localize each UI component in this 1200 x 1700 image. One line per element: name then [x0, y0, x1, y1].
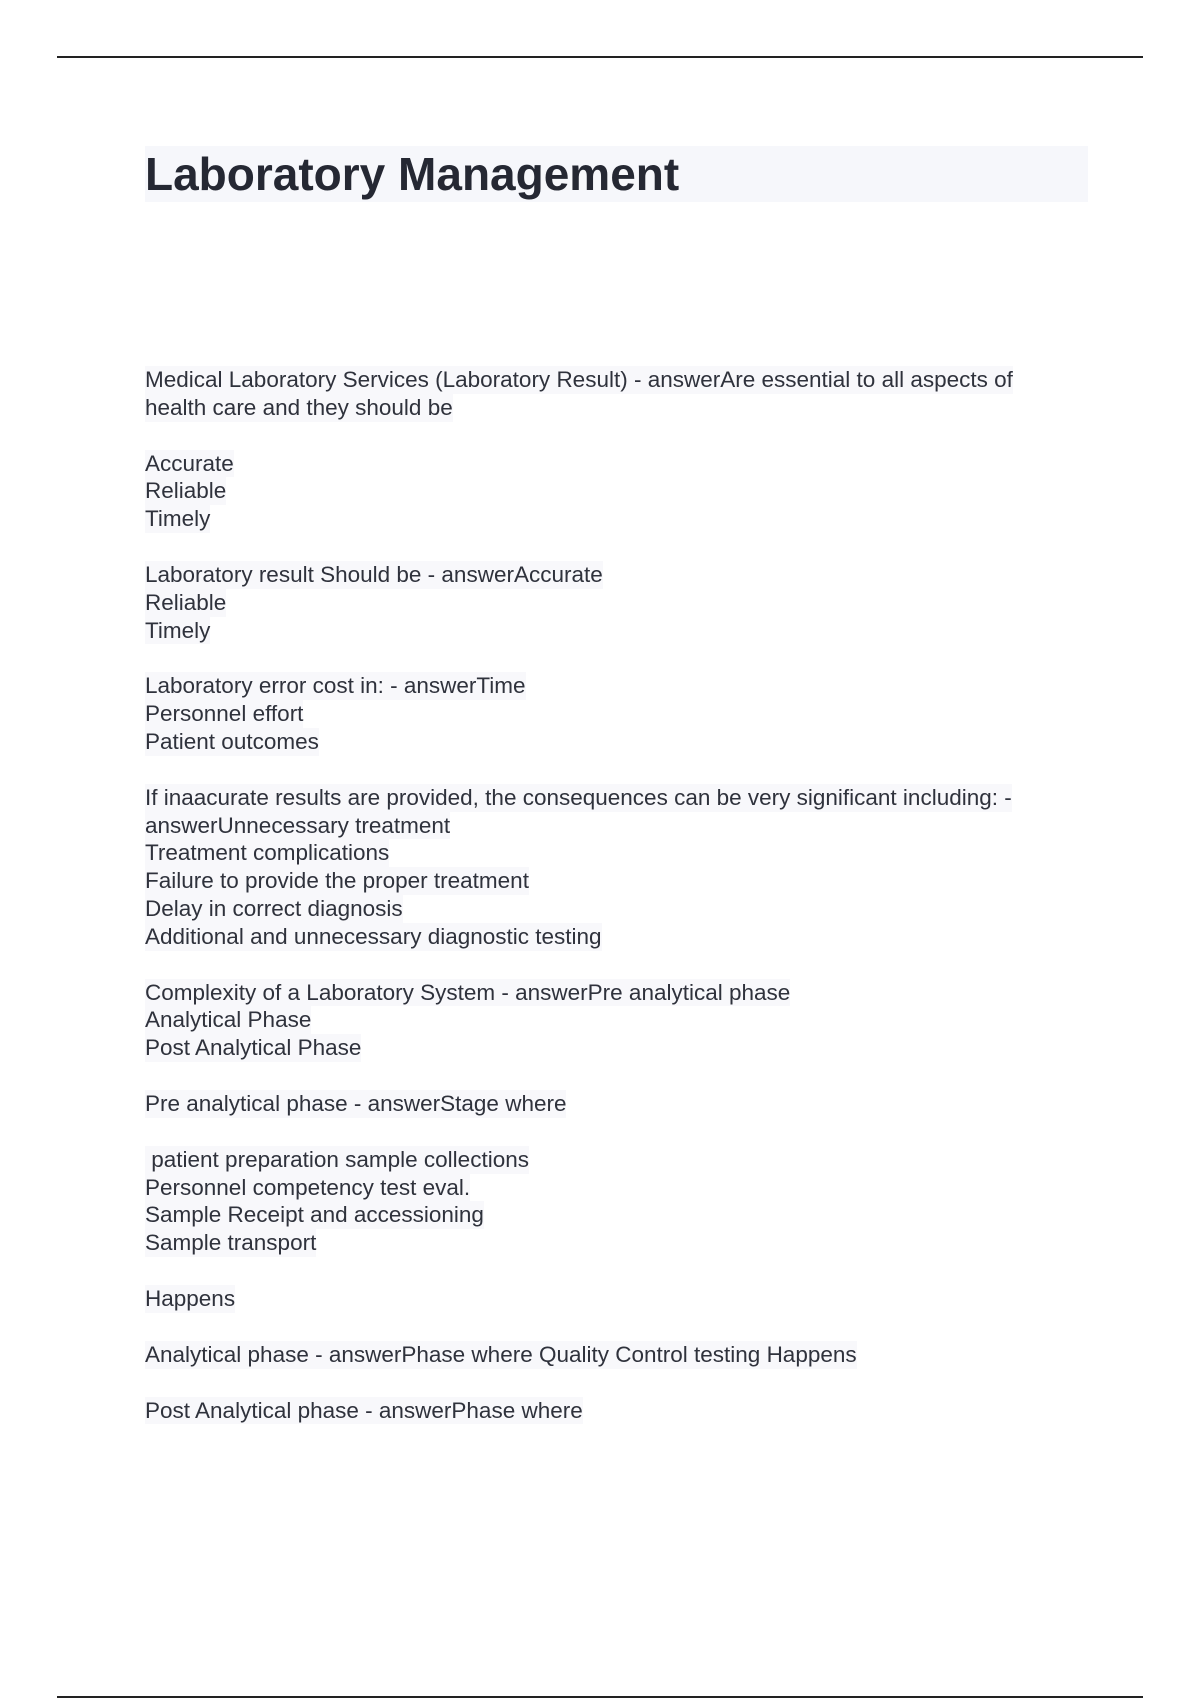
text-line: Happens: [145, 1285, 236, 1311]
paragraph: [145, 1146, 1095, 1257]
text-line: Delay in correct diagnosis: [145, 895, 403, 921]
text-line: Patient outcomes: [145, 728, 319, 754]
text-line: If inaacurate results are provided, the consequences can be very significant including: -: [145, 784, 1012, 810]
text-line: Laboratory result Should be - answerAccurate: [145, 561, 603, 587]
text-line: Personnel effort: [145, 701, 304, 727]
text-line: Medical Laboratory Services (Laboratory Result) - answerAre essential to all aspects of: [145, 367, 1013, 392]
text-line: Timely: [145, 506, 211, 532]
paragraph: [145, 366, 1095, 422]
paragraph: [145, 561, 1095, 644]
text-line: Timely: [145, 617, 211, 643]
text-line: patient preparation sample collections: [145, 1146, 529, 1172]
text-line: Failure to provide the proper treatment: [145, 868, 529, 894]
paragraph: [145, 672, 1095, 755]
text-line: Reliable: [145, 589, 227, 615]
text-line: Laboratory error cost in: - answerTime: [145, 673, 526, 699]
text-line: health care and they should be: [145, 394, 453, 420]
text-line: Pre analytical phase - answerStage where: [145, 1090, 567, 1116]
text-line: Personnel competency test eval.: [145, 1174, 471, 1200]
text-line: Additional and unnecessary diagnostic testing: [145, 923, 602, 949]
top-rule: [57, 56, 1143, 58]
paragraph: [145, 450, 1095, 533]
paragraph: [145, 1090, 1095, 1118]
text-line: Accurate: [145, 450, 234, 476]
bottom-rule: [57, 1696, 1143, 1698]
paragraph: [145, 1397, 1095, 1425]
text-line: Treatment complications: [145, 840, 390, 866]
paragraph: [145, 784, 1095, 951]
text-line: Post Analytical phase - answerPhase where: [145, 1397, 583, 1423]
text-line: Reliable: [145, 478, 227, 504]
text-line: Sample transport: [145, 1230, 317, 1256]
text-line: answerUnnecessary treatment: [145, 812, 451, 838]
text-line: Post Analytical Phase: [145, 1035, 362, 1061]
paragraph: [145, 1341, 1095, 1369]
paragraph: [145, 1285, 1095, 1313]
document-body: [145, 366, 1095, 1452]
paragraph: [145, 979, 1095, 1062]
text-line: Sample Receipt and accessioning: [145, 1202, 484, 1228]
page-title: Laboratory Management: [145, 146, 1088, 202]
text-line: Analytical phase - answerPhase where Quality Control testing Happens: [145, 1341, 857, 1367]
text-line: Analytical Phase: [145, 1007, 312, 1033]
text-line: Complexity of a Laboratory System - answerPre analytical phase: [145, 979, 791, 1005]
